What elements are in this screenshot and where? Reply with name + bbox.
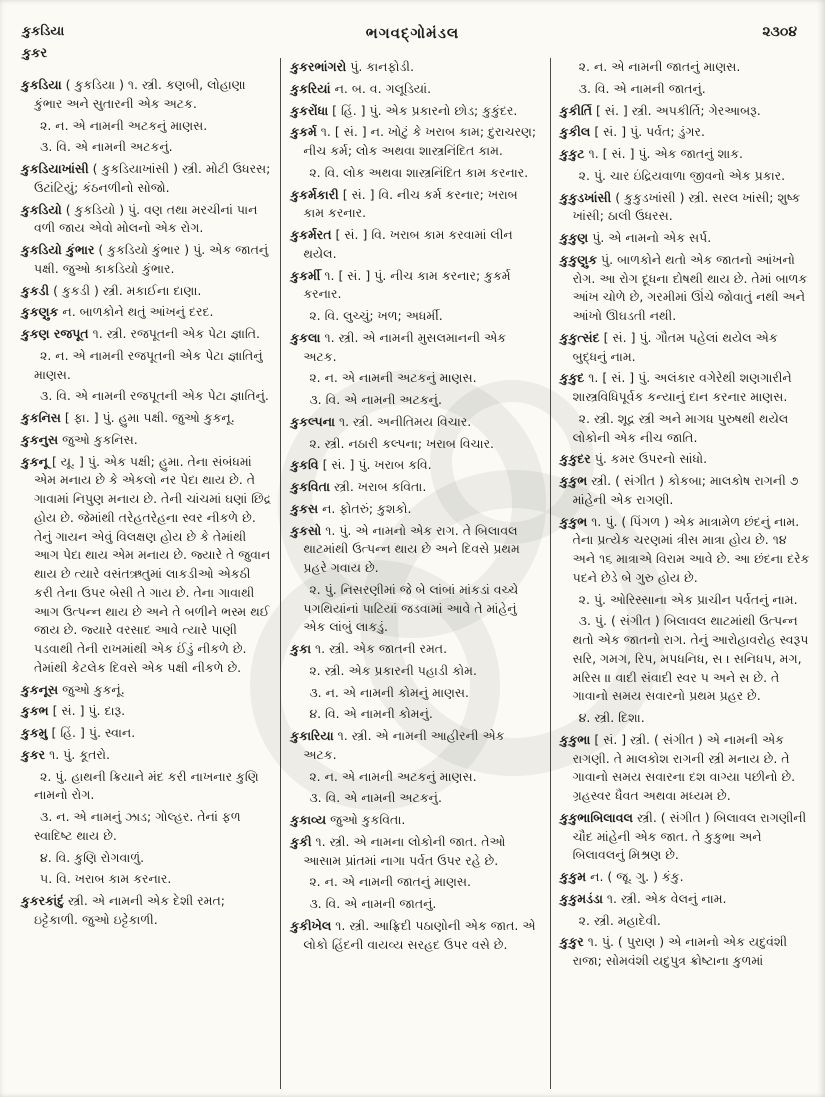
dict-entry xyxy=(290,123,540,161)
headword: કુકનુસ xyxy=(21,431,59,447)
dict-sense xyxy=(560,167,810,186)
definition-text: ૨. ન. એ નામની જાતનું માણસ. xyxy=(309,874,472,890)
dict-entry xyxy=(560,513,810,588)
headword: કુકુદર xyxy=(559,451,591,467)
headword: કુકુભાબિલાવલ xyxy=(559,809,633,825)
definition-text: સ્ત્રી. ( સંગીત ) કોકબા; માલકોષ રાગની ૭ માંહેની એક રાગણી. xyxy=(572,473,799,507)
definition-text: પું. કમર ઉપરનો સાંધો. xyxy=(594,451,708,467)
definition-text: ન. ફોતરું; કુશકો. xyxy=(322,500,412,516)
definition-text: ૨. સ્ત્રી. શૂદ્ર સ્ત્રી અને માગધ પુરુષથી થયેલ લોકોની એક નીચ જાતિ. xyxy=(572,410,789,445)
dict-entry xyxy=(21,724,271,743)
definition-text: [ સં. ] વિ. ખરાબ કામ કરવામાં લીન થયેલ. xyxy=(303,227,513,261)
text-column-3 xyxy=(550,58,819,1089)
dict-sense xyxy=(290,684,540,703)
definition-text: ૨. પું. ચાર ઇંદ્રિયવાળા જીવનો એક પ્રકાર. xyxy=(578,167,786,183)
dict-sense xyxy=(21,808,271,846)
dict-entry xyxy=(560,102,810,121)
definition-text: [ હિં. ] પું. એક પ્રકારનો છોડ; કુકુંદર. xyxy=(332,102,518,118)
dict-entry xyxy=(290,522,540,578)
dict-entry xyxy=(290,478,540,497)
headword: કુકુભા xyxy=(559,731,591,747)
definition-text: ૧. સ્ત્રી. રજપૂતની એક પેટા જ્ઞાતિ. xyxy=(92,326,261,341)
headword: કુકરોંધા xyxy=(290,102,329,118)
headword: કુકરિયાં xyxy=(290,80,331,96)
definition-text: સ્ત્રી. ખરાબ કવિતા. xyxy=(333,479,427,494)
definition-text: ૨. ન. એ નામની અટકનું માણસ. xyxy=(309,768,477,784)
headword: કુકુભ xyxy=(559,513,588,529)
dict-sense xyxy=(290,895,540,914)
headword: કુકરકાંદું xyxy=(21,893,64,908)
dict-entry xyxy=(21,201,271,239)
definition-text: ૧. સ્ત્રી. અનીતિમય વિચાર. xyxy=(338,413,472,429)
headword: કુકડિયો xyxy=(21,201,62,217)
dict-entry xyxy=(21,431,271,450)
headword: કુકુમ xyxy=(559,869,587,884)
definition-text: ૨. વિ. લોક અથવા શાસ્ત્રનિંદિત કામ કરનાર. xyxy=(309,164,529,180)
definition-text: [ સં. ] પું. ગૌતમ પહેલાં થયેલ એક બુદ્ધનું નામ. xyxy=(572,329,778,364)
dict-entry xyxy=(290,833,540,871)
text-column-1 xyxy=(12,58,280,1089)
dict-sense xyxy=(21,768,271,806)
dict-entry xyxy=(21,453,271,678)
definition-text: જુઓ કુકવિતા. xyxy=(330,812,406,827)
headword: કુકર્મકારી xyxy=(290,186,339,202)
headword: કુકલા xyxy=(290,329,321,345)
dict-sense xyxy=(21,347,271,385)
page-body xyxy=(12,58,819,1089)
definition-text: ૧. [ સં. ] પું. નીચ કામ કરનાર; કુકર્મ કરનાર. xyxy=(303,267,511,302)
definition-text: પું. એ નામનો એક સર્પ. xyxy=(592,230,712,245)
definition-text: ( કુકડિયા ) ૧. સ્ત્રી. કણબી, લોહાણા કુંભાર અને સુતારની એક અટક. xyxy=(34,77,246,111)
dict-entry xyxy=(560,890,810,909)
dict-entry xyxy=(290,186,540,224)
headword: કુકણ રજપૂત xyxy=(21,326,89,341)
dict-sense xyxy=(290,705,540,724)
dict-entry xyxy=(21,892,271,930)
definition-text: ૨. સ્ત્રી. એક પ્રકારની પહાડી કોમ. xyxy=(309,662,477,678)
headword: કુકારિયા xyxy=(290,728,334,743)
dict-entry xyxy=(560,329,810,367)
definition-text: જુઓ કુકનૂં. xyxy=(62,681,125,697)
dict-entry xyxy=(290,456,540,475)
headword: કુકાવ્ય xyxy=(290,812,327,827)
definition-text: ૧. પું. એ નામનો એક રાગ. તે બિલાવલ થાટમાંથી ઉત્પન્ન થાય છે અને દિવસે પ્રથમ પ્રહરે ગવાય છે. xyxy=(303,522,520,575)
dict-sense xyxy=(560,410,810,448)
headword: કુકમુ xyxy=(21,725,48,740)
dict-sense xyxy=(21,117,271,136)
headword: કુકડિયો કુંભાર xyxy=(21,242,95,257)
dict-entry xyxy=(560,145,810,164)
definition-text: સ્ત્રી. ( સંગીત ) બિલાવલ રાગણીની ચૌદ માંહેની એક જાત. તે કુકુભા અને બિલાવલનું મિશ્રણ છે. xyxy=(572,809,807,863)
definition-text: જુઓ કુકનિસ. xyxy=(62,431,138,447)
headword: કુકણુક xyxy=(21,304,59,320)
definition-text: [ હિં. ] પું. સ્વાન. xyxy=(51,725,136,740)
dict-sense xyxy=(560,709,810,728)
headword: કુકનૂ xyxy=(21,453,48,469)
dict-entry xyxy=(290,811,540,830)
dict-entry xyxy=(21,241,271,279)
definition-text: પું. બાળકોને થતો એક જાતનો આંખનો રોગ. આ રોગ દૂધના દોષથી થાય છે. તેમાં બાળક આંખ ચોળે છે, ગરમીમાં ઊંચે જોવાતું નથી અને આંખો ઊઘડતી નથી. xyxy=(572,251,808,323)
definition-text: ૨. પું. ઓરિસ્સાના એક પ્રાચીન પર્વતનું નામ. xyxy=(578,591,798,607)
headword: કુકુમડંડા xyxy=(559,890,603,906)
definition-text: ૩. પું. ( સંગીત ) બિલાવલ થાટમાંથી ઉત્પન્ન થતો એક જાતનો રાગ. તેનું આરોહાવરોહ સ્વરૂપ સરિ, ગમગ, રિપ, મપધનિધ, સ । સનિધપ, મગ, મરિસ ॥ વાદી સંવાદી સ્વર પ અને સ છે. તે ગાવાનો સમય સવારનો પ્રથમ પ્રહર છે. xyxy=(572,613,809,704)
definition-text: ૨. ન. એ નામની જાતનું માણસ. xyxy=(578,59,741,74)
dict-sense xyxy=(290,768,540,787)
dict-entry xyxy=(290,500,540,519)
dict-sense xyxy=(560,591,810,610)
headword: કુકવિ xyxy=(290,457,319,473)
headword: કુકડિયાખાંસી xyxy=(21,161,89,176)
definition-text: [ સં. ] વિ. નીચ કર્મ કરનાર; ખરાબ કામ કરનાર. xyxy=(303,186,518,221)
dict-entry xyxy=(290,727,540,765)
dict-sense xyxy=(560,58,810,77)
dict-sense xyxy=(21,138,271,157)
dict-sense xyxy=(290,369,540,388)
definition-text: ૩. વિ. એ નામની અટકનું. xyxy=(309,392,442,407)
dict-entry xyxy=(560,933,810,971)
dict-sense xyxy=(21,870,271,889)
definition-text: ન. બાળકોને થતું આંખનું દરદ. xyxy=(62,304,214,320)
dict-sense xyxy=(290,307,540,326)
definition-text: ૩. વિ. એ નામની જાતનું. xyxy=(309,896,437,911)
dict-entry xyxy=(290,267,540,305)
text-column-2 xyxy=(280,58,549,1089)
definition-text: ( કુકડિયો ) પું. વણ તથા મરચીનાં પાન વળી જાય એવો મોલનો એક રોગ. xyxy=(34,201,258,236)
headword: કુકીર્તિ xyxy=(559,102,592,118)
dict-sense xyxy=(290,164,540,183)
headword: કુકુણુક xyxy=(559,251,598,267)
dict-sense xyxy=(290,789,540,808)
headword: કુકનૂસ xyxy=(21,681,59,697)
dict-sense xyxy=(290,581,540,637)
definition-text: ૧. સ્ત્રી. આફ્રિદી પઠાણોની એક જાત. એ લોકો હિંદની વાયવ્ય સરહદ ઉપર વસે છે. xyxy=(303,917,536,952)
headword: કુકસો xyxy=(290,522,322,538)
definition-text: ૪. વિ. કુણિ રોગવાળું. xyxy=(40,849,145,865)
definition-text: પું. કાનફોડી. xyxy=(350,59,414,74)
definition-text: ૪. વિ. એ નામની કોમનું. xyxy=(309,706,433,722)
definition-text: ૩. ન. એ નામની કોમનું માણસ. xyxy=(309,684,470,700)
headword: કુકસ xyxy=(290,500,319,516)
definition-text: ૧. [ સં. ] ન. ખોટું કે ખરાબ કામ; દુરાચરણ; નીચ કર્મ; લોક અથવા શાસ્ત્રનિંદિત કામ. xyxy=(303,124,537,158)
headword: કુકર્મ xyxy=(290,124,317,140)
dict-entry xyxy=(290,329,540,367)
dict-entry xyxy=(290,413,540,432)
definition-text: ૧. પું. કૂતરો. xyxy=(49,746,110,762)
dict-sense xyxy=(560,80,810,99)
dict-entry xyxy=(21,409,271,428)
dict-sense xyxy=(560,912,810,931)
definition-text: ૧. સ્ત્રી. એ નામની આહીરની એક અટક. xyxy=(303,728,505,762)
definition-text: ( કુકુડખાંસી ) સ્ત્રી. સરલ ખાંસી; શુષ્ક ખાંસી; ઠાલી ઉધરસ. xyxy=(572,189,801,224)
definition-text: ૨. વિ. લુચ્ચું; ખળ; અધર્મી. xyxy=(309,308,443,323)
headword: કુકીખેલ xyxy=(290,917,332,933)
headword: કુકા xyxy=(290,641,312,656)
dict-entry xyxy=(560,472,810,510)
definition-text: સ્ત્રી. એ નામની એક દેશી રમત; ઇટ્ટેકાળી. જુઓ ઇટ્ટેકાળી. xyxy=(34,893,225,927)
dict-entry xyxy=(560,251,810,326)
headword: કુકવિતા xyxy=(290,479,330,494)
headword: કુકી xyxy=(290,833,312,849)
headword: કુકર xyxy=(21,746,46,762)
definition-text: ન. ( જૂ. ગુ. ) કંકુ. xyxy=(590,869,684,884)
dict-entry xyxy=(21,325,271,344)
headword: કુકુદ xyxy=(559,370,585,386)
headword: કુકુભ xyxy=(559,473,588,488)
dict-entry xyxy=(560,731,810,806)
headword: કુકડિયા xyxy=(21,77,62,92)
definition-text: ( કુકડિયો કુંભાર ) પું. એક જાતનું પક્ષી. જુઓ કાકડિયો કુંભાર. xyxy=(34,242,269,276)
definition-text: [ યૂ. ] પું. એક પક્ષી; હુમા. તેના સંબંધમાં એમ મનાય છે કે એકલો નર પેદા થાય છે. તે ગાવામાં નિપુણ મનાય છે. તેની ચાંચમાં ઘણાં છિદ્ર હોય છે. જેમાંથી તરેહતરેહના સ્વર નીકળે છે. તેનું ગાયન એવું વિલક્ષણ હોય છે કે તેમાંથી આગ પેદા થાય એમ મનાય છે. જ્યારે તે જુવાન થાય છે ત્યારે વસંતઋતુમાં લાકડીઓ એકઠી કરી તેના ઉપર બેસી તે ગાય છે. તેના ગાવાથી આગ ઉત્પન્ન થાય છે અને તે બળીને ભસ્મ થઈ જાય છે. જ્યારે વરસાદ આવે ત્યારે પાણી પડવાથી તેની રાખમાંથી એક ઈંડું નીકળે છે. તેમાંથી કેટલેક દિવસે એક પક્ષી નીકળે છે. xyxy=(34,453,272,675)
headword: કુકર્મરત xyxy=(290,227,332,242)
definition-text: ૫. વિ. ખરાબ કામ કરનાર. xyxy=(40,871,172,887)
headword: કુકુટ xyxy=(559,146,585,161)
headword: કુકનિસ xyxy=(21,410,61,425)
guide-word-top: કુકડિયા xyxy=(22,24,65,39)
dict-sense xyxy=(21,849,271,868)
definition-text: ૨. પું. નિસરણીમાં જે બે લાંબાં માંકડાં વચ્ચે પગથિયાંનાં પાટિયાં જડવામાં આવે તે માંહેનું એક લાંબું લાકડું. xyxy=(303,581,519,635)
definition-text: [ સં. ] સ્ત્રી. ( સંગીત ) એ નામની એક રાગણી. તે માલકોશ રાગની સ્ત્રી મનાય છે. તે ગાવાનો સમય સવારના દશ વાગ્યા પછીનો છે. ગ્રહસ્વર ધૈવત અથવા મધ્યમ છે. xyxy=(572,731,796,803)
dict-entry xyxy=(21,282,271,301)
dict-entry xyxy=(290,640,540,659)
dict-entry xyxy=(21,746,271,765)
dict-sense xyxy=(290,662,540,681)
headword: કુકર્મી xyxy=(290,267,321,283)
dict-sense xyxy=(21,387,271,406)
definition-text: ૧. [ સં. ] પું. એક જાતનું શાક. xyxy=(588,146,743,161)
dict-entry xyxy=(290,80,540,99)
dict-entry xyxy=(290,917,540,955)
definition-text: ૧. સ્ત્રી. એ નામના લોકોની જાત. તેઓ આસામ પ્રાંતમાં નાગા પર્વત ઉપર રહે છે. xyxy=(303,833,506,868)
headword: કુકુર xyxy=(559,934,584,950)
definition-text: ૩. વિ. એ નામની રજપૂતની એક પેટા જ્ઞાતિનું. xyxy=(40,388,269,404)
definition-text: ૪. સ્ત્રી. દિશા. xyxy=(578,710,645,725)
definition-text: ૨. ન. એ નામની અટકનું માણસ. xyxy=(40,117,208,133)
headword: કુકભ xyxy=(21,703,49,719)
dict-entry xyxy=(21,702,271,721)
definition-text: [ સં. ] પું. દારૂ. xyxy=(52,703,126,719)
dict-sense xyxy=(290,873,540,892)
headword: કુકડી xyxy=(21,282,50,298)
definition-text: ૩. વિ. એ નામની અટકનું. xyxy=(309,790,442,806)
dict-entry xyxy=(560,868,810,887)
definition-text: ૧. સ્ત્રી. એક વેલનું નામ. xyxy=(606,890,727,906)
definition-text: ૧. [ સં. ] પું. અલંકાર વગેરેથી શણગારીને શાસ્ત્રવિધિપૂર્વક કન્યાનું દાન કરનાર માણસ. xyxy=(572,370,792,404)
headword: કુકુડખાંસી xyxy=(559,189,612,205)
definition-text: ૨. સ્ત્રી. નઠારી કલ્પના; ખરાબ વિચાર. xyxy=(309,435,495,451)
headword: કુકુણ xyxy=(559,230,589,245)
dict-entry xyxy=(560,123,810,142)
definition-text: ( કુકડી ) સ્ત્રી. મકાઈના દાણા. xyxy=(53,282,202,298)
guide-word-bottom: કુકર xyxy=(22,46,48,61)
headword: કુકીલ xyxy=(559,124,591,140)
definition-text: ૨. સ્ત્રી. મહાદેવી. xyxy=(578,912,661,928)
definition-text: ૧. પું. ( પિંગળ ) એક માત્રામેળ છંદનું નામ. તેના પ્રત્યેક ચરણમાં ત્રીસ માત્રા હોય છે. ૧૪ અને ૧૬ માત્રાએ વિરામ આવે છે. આ છંદના દરેક પદને છેડે બે ગુરુ હોય છે. xyxy=(572,513,810,585)
definition-text: ૧. સ્ત્રી. એ નામની મુસલમાનની એક અટક. xyxy=(303,329,507,364)
dict-entry xyxy=(560,809,810,865)
dict-entry xyxy=(21,303,271,322)
headword: કુકરભાંગરો xyxy=(290,59,347,74)
dict-entry xyxy=(21,160,271,198)
headword: કુકુત્સંદ xyxy=(559,329,600,345)
page-number: ૨૩૦૪ xyxy=(762,24,797,40)
headword: કુકલ્પના xyxy=(290,413,335,429)
dict-sense xyxy=(290,435,540,454)
definition-text: ૨. ન. એ નામની અટકનું માણસ. xyxy=(309,370,477,386)
dict-entry xyxy=(560,450,810,469)
dict-entry xyxy=(21,76,271,114)
dict-sense xyxy=(560,612,810,706)
page-title: ભગવદ્ગોમંડલ xyxy=(365,24,460,42)
dict-entry xyxy=(290,58,540,77)
definition-text: [ સં. ] સ્ત્રી. અપકીર્તિ; ગેરઆબરૂ. xyxy=(595,102,761,118)
dict-entry xyxy=(560,229,810,248)
definition-text: [ સં. ] પું. પર્વત; ડુંગર. xyxy=(594,124,705,140)
dict-entry xyxy=(21,681,271,700)
dict-sense xyxy=(290,391,540,410)
definition-text: ૧. પું. ( પુરાણ ) એ નામનો એક યદુવંશી રાજા; સોમવંશી યદુપુત્ર ક્રોષ્ટાના કુળમાં xyxy=(572,934,788,968)
definition-text: ૩. ન. એ નામનું ઝાડ; ગોલ્હર. તેનાં ફળ સ્વાદિષ્ટ થાય છે. xyxy=(34,809,241,843)
dict-entry xyxy=(290,226,540,264)
definition-text: ૨. ન. એ નામની રજપૂતની એક પેટા જ્ઞાતિનું માણસ. xyxy=(34,347,263,382)
definition-text: ન. બ. વ. ગલૂડિયાં. xyxy=(334,80,432,96)
definition-text: ૧. સ્ત્રી. એક જાતની રમત. xyxy=(315,641,448,656)
definition-text: ૨. પું. હાથની ક્રિયાને મંદ કરી નાખનાર કુણિ નામનો રોગ. xyxy=(34,768,259,803)
definition-text: [ ફા. ] પું. હુમા પક્ષી. જુઓ કુકનૂ. xyxy=(64,410,235,425)
definition-text: ( કુકડિયાખાંસી ) સ્ત્રી. મોટી ઉધરસ; ઉટાંટિયું; કંઠનળીનો સોજો. xyxy=(34,161,271,195)
dict-entry xyxy=(290,102,540,121)
definition-text: [ સં. ] પું. ખરાબ કવિ. xyxy=(322,457,432,473)
definition-text: ૩. વિ. એ નામની જાતનું. xyxy=(578,80,706,96)
definition-text: ૩. વિ. એ નામની અટકનું. xyxy=(40,139,173,155)
dict-entry xyxy=(560,369,810,407)
dict-entry xyxy=(560,189,810,227)
